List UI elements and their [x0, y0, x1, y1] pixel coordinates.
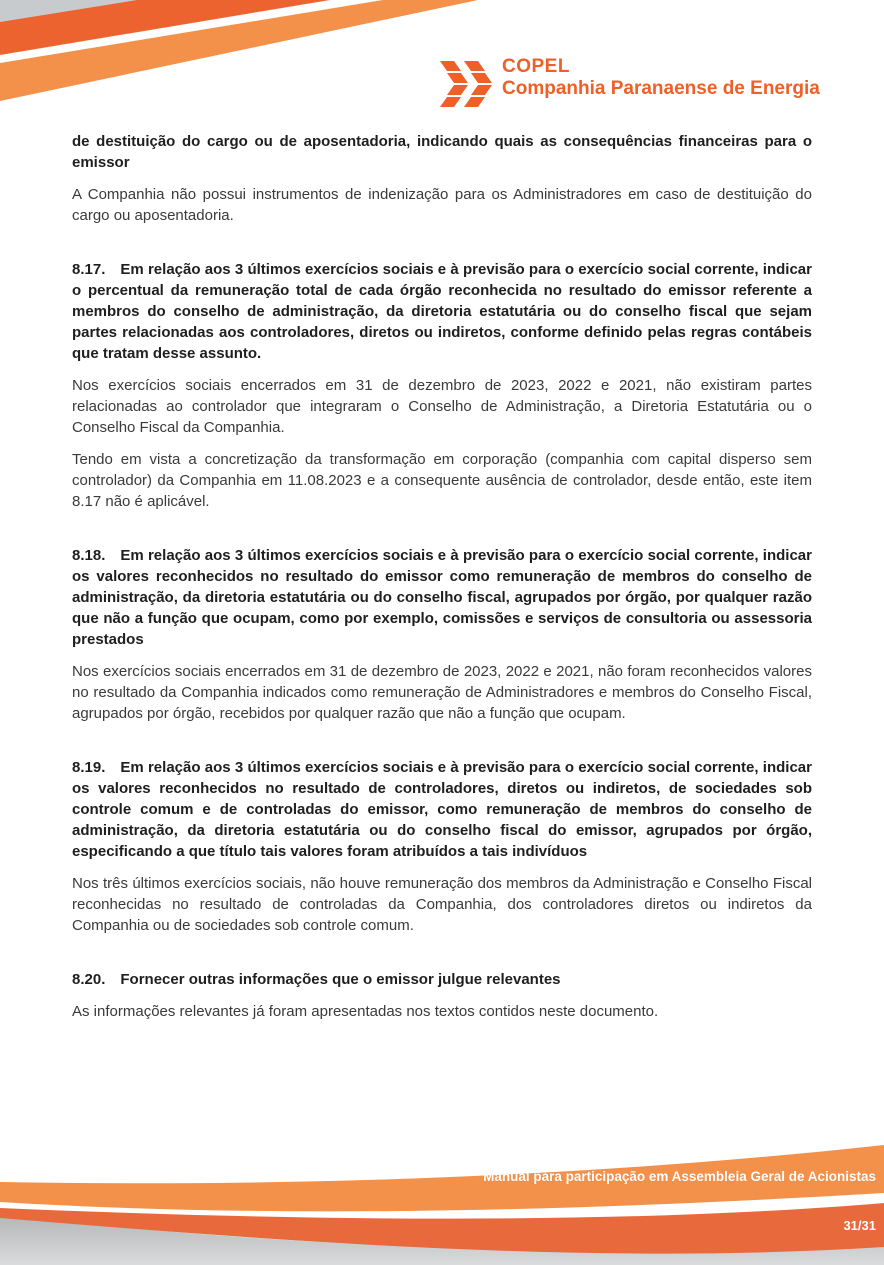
section-paragraph: A Companhia não possui instrumentos de indenização para os Administradores em caso de destituição do cargo ou aposentadoria.: [72, 186, 812, 224]
copel-logo: [440, 57, 820, 109]
section-heading-text: Em relação aos 3 últimos exercícios sociais e à previsão para o exercício social corrente, indicar o percentual da remuneração total de cada órgão reconhecida no resultado do emissor referente a membros do conselho de administração, da diretoria estatutária ou do conselho fiscal que sejam partes relacionadas aos controladores, diretos ou indiretos, conforme definido pelas regras contábeis que tratam desse assunto.: [72, 261, 812, 362]
section-destituicao: [72, 131, 812, 226]
copel-logo-text: [502, 57, 820, 98]
copel-energy-mark-icon: [440, 59, 492, 109]
section-number: 8.20.: [72, 971, 106, 988]
section-heading: [72, 259, 812, 364]
logo-company-subtitle: Companhia Paranaense de Energia: [502, 78, 820, 99]
footer-manual-label: Manual para participação em Assembleia Geral de Acionistas: [483, 1169, 876, 1184]
section-paragraph: Nos exercícios sociais encerrados em 31 de dezembro de 2023, 2022 e 2021, não existiram partes relacionadas ao controlador que integraram o Conselho de Administração, a Diretoria Estatutária ou o Conselho Fiscal da Companhia.: [72, 377, 812, 436]
section-heading-text: Em relação aos 3 últimos exercícios sociais e à previsão para o exercício social corrente, indicar os valores reconhecidos no resultado do emissor como remuneração de membros do conselho de administração, da diretoria estatutária ou do conselho fiscal, agrupados por órgão, por qualquer razão que não a função que ocupam, como por exemplo, comissões e serviços de consultoria ou assessoria prestados: [72, 547, 812, 648]
section-number: 8.18.: [72, 547, 106, 564]
section-8-19: [72, 757, 812, 936]
section-paragraph: Tendo em vista a concretização da transformação em corporação (companhia com capital disperso sem controlador) da Companhia em 11.08.2023 e a consequente ausência de controlador, desde então, este item 8.17 não é aplicável.: [72, 451, 812, 510]
logo-company-name: COPEL: [502, 56, 570, 77]
section-8-20: [72, 969, 812, 1022]
section-heading-text: Fornecer outras informações que o emissor julgue relevantes: [120, 971, 561, 988]
section-heading-text: Em relação aos 3 últimos exercícios sociais e à previsão para o exercício social corrente, indicar os valores reconhecidos no resultado de controladores, diretos ou indiretos, de sociedades sob controle comum e de controladas do emissor, como remuneração de membros do conselho de administração, da diretoria estatutária ou do conselho fiscal do emissor, agrupados por órgão, especificando a que título tais valores foram atribuídos a tais indivíduos: [72, 759, 812, 860]
section-paragraph: Nos três últimos exercícios sociais, não houve remuneração dos membros da Administração e Conselho Fiscal reconhecidas no resultado de controladas da Companhia, dos controladores diretos ou indiretos da Companhia ou de sociedades sob controle comum.: [72, 875, 812, 934]
section-heading: [72, 969, 812, 990]
section-heading: [72, 545, 812, 650]
footer-page-number: 31/31: [843, 1218, 876, 1233]
section-number: 8.17.: [72, 261, 106, 278]
section-8-17: [72, 259, 812, 512]
section-paragraph: As informações relevantes já foram apresentadas nos textos contidos neste documento.: [72, 1003, 659, 1020]
section-heading-text: de destituição do cargo ou de aposentadoria, indicando quais as consequências financeiras para o emissor: [72, 133, 812, 171]
section-heading: [72, 757, 812, 862]
document-body: [72, 131, 812, 1033]
section-number: 8.19.: [72, 759, 106, 776]
section-8-18: [72, 545, 812, 724]
section-heading: [72, 131, 812, 173]
section-paragraph: Nos exercícios sociais encerrados em 31 de dezembro de 2023, 2022 e 2021, não foram reconhecidos valores no resultado da Companhia indicados como remuneração de Administradores e membros do Conselho Fiscal, agrupados por órgão, recebidos por qualquer razão que não a função que ocupam.: [72, 663, 812, 722]
